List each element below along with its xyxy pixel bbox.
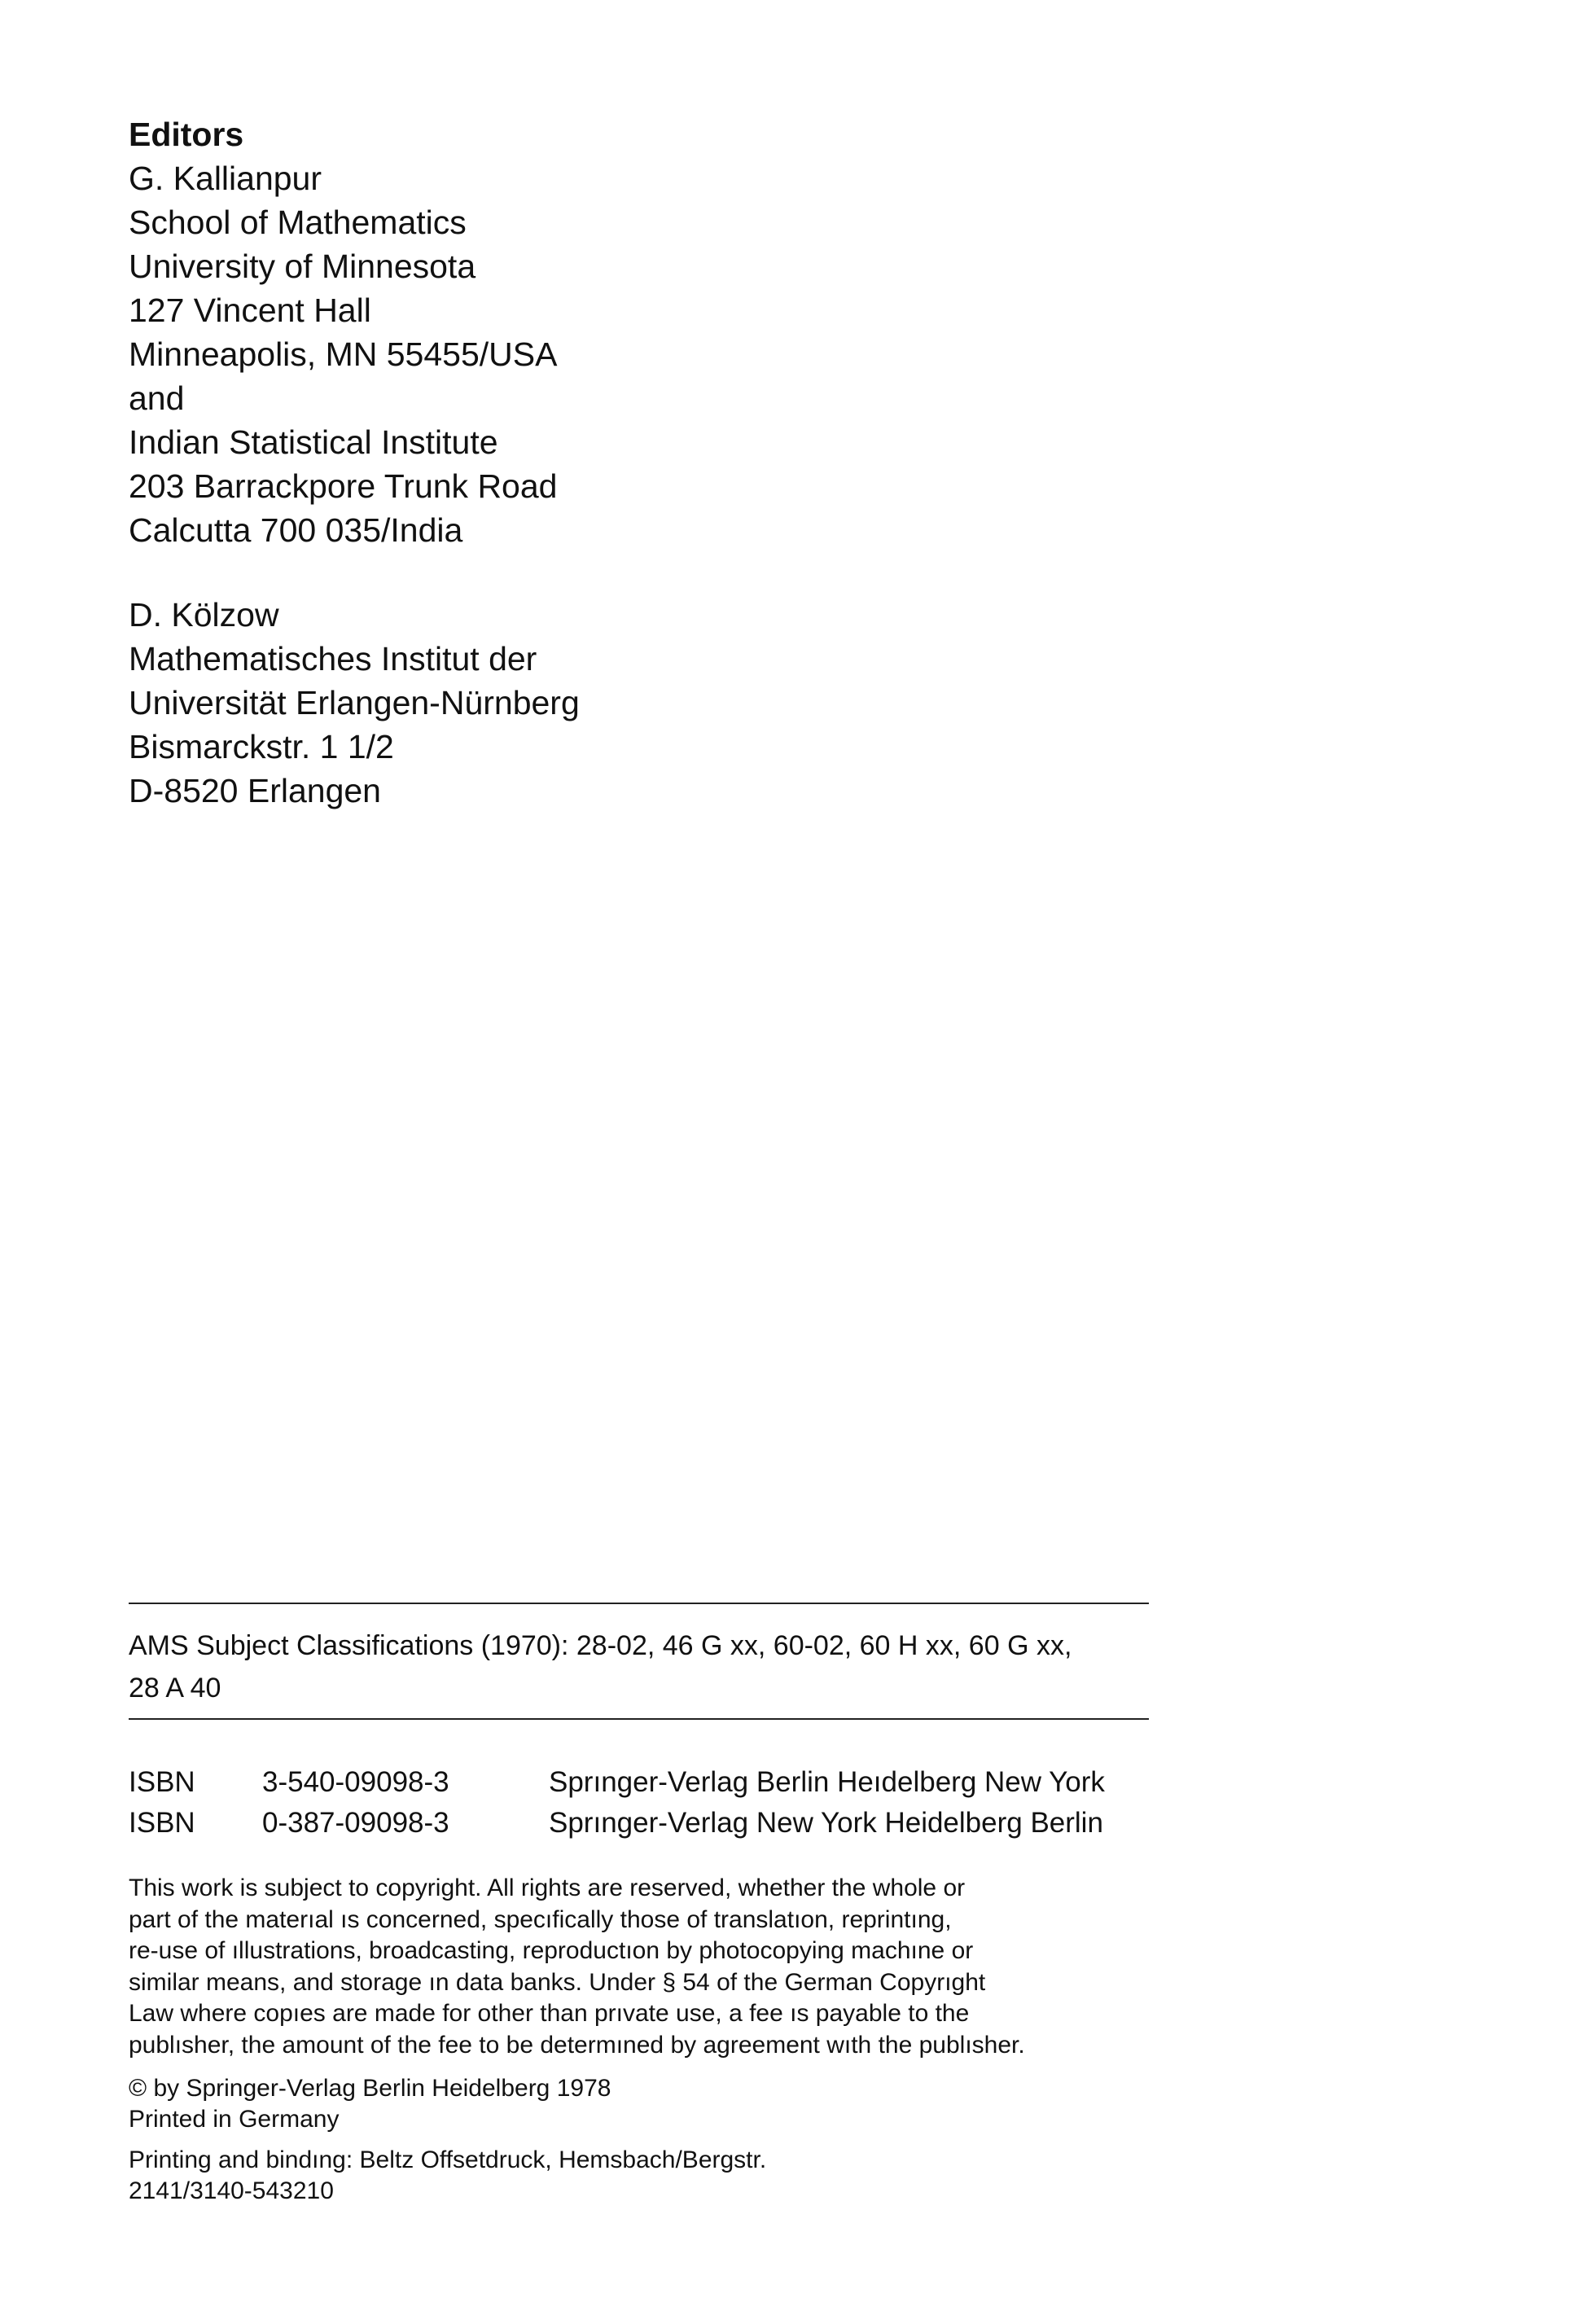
address-line: Bismarckstr. 1 1/2 [129,728,394,765]
ams-line: 28 A 40 [129,1673,221,1704]
isbn-publisher: Sprınger-Verlag Berlin Heıdelberg New York [549,1766,1105,1798]
editors-section [129,112,580,813]
address-line: Universität Erlangen-Nürnberg [129,684,580,721]
notice-line: re-use of ıllustrations, broadcasting, reproductıon by photocopying machıne or [129,1937,974,1964]
notice-line: similar means, and storage ın data banks. Under § 54 of the German Copyrıght [129,1968,986,1996]
address-line: and [129,379,185,417]
ams-line: AMS Subject Classifications (1970): 28-02, 46 G xx, 60-02, 60 H xx, 60 G xx, [129,1630,1072,1661]
address-line: University of Minnesota [129,248,476,285]
address-line: Calcutta 700 035/India [129,511,463,549]
printing-info [129,2145,766,2207]
address-line: 203 Barrackpore Trunk Road [129,467,558,505]
printed-in-line: Printed in Germany [129,2106,340,2133]
notice-line: Law where copıes are made for other than prıvate use, a fee ıs payable to the [129,2000,970,2027]
address-line: Indian Statistical Institute [129,423,498,461]
address-line: Minneapolis, MN 55455/USA [129,335,558,373]
ams-classifications [129,1625,1155,1709]
address-line: G. Kallianpur [129,160,322,197]
editor-address-kallianpur [129,156,580,552]
isbn-label: ISBN [129,1807,195,1839]
copyright-notice [129,1873,1163,2061]
address-line: Mathematisches Institut der [129,640,537,677]
divider-top [129,1603,1149,1604]
print-code-line: 2141/3140-543210 [129,2177,334,2204]
editor-address-kolzow [129,593,580,813]
isbn-list [129,1762,1105,1844]
isbn-row [129,1803,1105,1844]
address-line: 127 Vincent Hall [129,292,371,329]
address-line: D-8520 Erlangen [129,772,381,809]
isbn-number: 0-387-09098-3 [262,1807,449,1839]
address-line: School of Mathematics [129,204,467,241]
isbn-row [129,1762,1105,1803]
notice-line: publısher, the amount of the fee to be determıned by agreement wıth the publısher. [129,2031,1025,2059]
notice-line: part of the materıal ıs concerned, specıfically those of translatıon, reprintıng, [129,1905,952,1933]
copyright-statement [129,2073,611,2135]
notice-line: This work is subject to copyright. All rights are reserved, whether the whole or [129,1875,966,1901]
isbn-number: 3-540-09098-3 [262,1766,449,1798]
address-line: D. Kölzow [129,596,279,634]
editors-heading: Editors [129,116,244,153]
divider-bottom [129,1718,1149,1720]
copyright-line: © by Springer-Verlag Berlin Heidelberg 1978 [129,2075,611,2102]
printing-line: Printing and bindıng: Beltz Offsetdruck, Hemsbach/Bergstr. [129,2146,767,2173]
isbn-label: ISBN [129,1766,195,1798]
isbn-publisher: Sprınger-Verlag New York Heidelberg Berlin [549,1807,1103,1839]
